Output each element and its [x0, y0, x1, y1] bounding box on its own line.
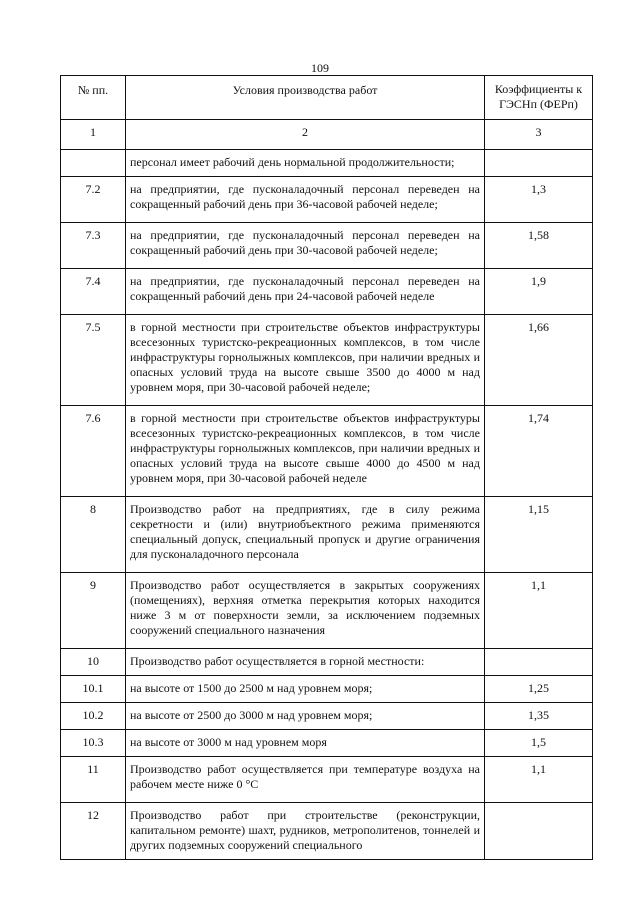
row-number: 10.2: [61, 703, 126, 730]
header-col-number: № пп.: [61, 76, 126, 120]
table-row: [61, 150, 593, 177]
row-coefficient: 1,1: [485, 573, 593, 649]
row-coefficient: 1,66: [485, 315, 593, 406]
table-row: [61, 730, 593, 757]
row-coefficient: 1,5: [485, 730, 593, 757]
row-number: 7.3: [61, 223, 126, 269]
row-condition-text: Производство работ осуществляется в горной местности:: [126, 649, 485, 676]
row-condition-text: персонал имеет рабочий день нормальной продолжительности;: [126, 150, 485, 177]
row-coefficient: [485, 649, 593, 676]
row-condition-text: на предприятии, где пусконаладочный персонал переведен на сокращенный рабочий день при 30-часовой рабочей неделе;: [126, 223, 485, 269]
row-coefficient: [485, 803, 593, 860]
row-condition-text: Производство работ осуществляется при температуре воздуха на рабочем месте ниже 0 °С: [126, 757, 485, 803]
table-row: [61, 497, 593, 573]
row-condition-text: на предприятии, где пусконаладочный персонал переведен на сокращенный рабочий день при 36-часовой рабочей неделе;: [126, 177, 485, 223]
row-condition-text: в горной местности при строительстве объектов инфраструктуры всесезонных туристско-рекреационных комплексов, в том числе инфраструктуры горнолыжных комплексов, при наличии вредных и опасных условий труда на высоте свыше 3500 до 4000 м над уровнем моря, при 30-часовой рабочей неделе;: [126, 315, 485, 406]
row-coefficient: 1,74: [485, 406, 593, 497]
row-condition-text: Производство работ на предприятиях, где в силу режима секретности и (или) внутриобъектного режима применяются специальный допуск, специальный пропуск и другие ограничения для пусконаладочного персонала: [126, 497, 485, 573]
table-row: [61, 676, 593, 703]
index-cell-2: 2: [126, 120, 485, 150]
header-col-conditions: Условия производства работ: [126, 76, 485, 120]
row-number: [61, 150, 126, 177]
row-number: 9: [61, 573, 126, 649]
row-number: 10.1: [61, 676, 126, 703]
row-coefficient: 1,9: [485, 269, 593, 315]
index-cell-3: 3: [485, 120, 593, 150]
table-row: [61, 803, 593, 860]
table-header-row: [61, 76, 593, 120]
table-row: [61, 315, 593, 406]
row-number: 7.2: [61, 177, 126, 223]
conditions-table: [60, 75, 593, 860]
table-row: [61, 757, 593, 803]
table-row: [61, 223, 593, 269]
row-coefficient: 1,25: [485, 676, 593, 703]
row-number: 12: [61, 803, 126, 860]
table-row: [61, 649, 593, 676]
row-number: 7.4: [61, 269, 126, 315]
row-coefficient: 1,58: [485, 223, 593, 269]
table-row: [61, 406, 593, 497]
row-condition-text: на высоте от 2500 до 3000 м над уровнем моря;: [126, 703, 485, 730]
header-col-coefficients: Коэффициенты к ГЭСНп (ФЕРп): [485, 76, 593, 120]
row-number: 7.5: [61, 315, 126, 406]
row-condition-text: в горной местности при строительстве объектов инфраструктуры всесезонных туристско-рекреационных комплексов, в том числе инфраструктуры горнолыжных комплексов, при наличии вредных и опасных условий труда на высоте свыше 4000 до 4500 м над уровнем моря, при 30-часовой рабочей неделе: [126, 406, 485, 497]
table-index-row: [61, 120, 593, 150]
table-row: [61, 269, 593, 315]
row-coefficient: 1,3: [485, 177, 593, 223]
row-condition-text: Производство работ осуществляется в закрытых сооружениях (помещениях), верхняя отметка перекрытия которых находится ниже 3 м от поверхности земли, за исключением подземных сооружений специального назначения: [126, 573, 485, 649]
index-cell-1: 1: [61, 120, 126, 150]
row-coefficient: 1,35: [485, 703, 593, 730]
row-number: 10.3: [61, 730, 126, 757]
table-row: [61, 573, 593, 649]
row-coefficient: 1,1: [485, 757, 593, 803]
row-number: 7.6: [61, 406, 126, 497]
row-condition-text: Производство работ при строительстве (реконструкции, капитальном ремонте) шахт, рудников, метрополитенов, тоннелей и других подземных сооружений специального: [126, 803, 485, 860]
row-coefficient: 1,15: [485, 497, 593, 573]
page-number: 109: [311, 61, 329, 75]
row-number: 10: [61, 649, 126, 676]
table-row: [61, 177, 593, 223]
row-coefficient: [485, 150, 593, 177]
table-row: [61, 703, 593, 730]
row-condition-text: на высоте от 1500 до 2500 м над уровнем моря;: [126, 676, 485, 703]
row-number: 11: [61, 757, 126, 803]
row-condition-text: на предприятии, где пусконаладочный персонал переведен на сокращенный рабочий день при 24-часовой рабочей неделе: [126, 269, 485, 315]
row-number: 8: [61, 497, 126, 573]
row-condition-text: на высоте от 3000 м над уровнем моря: [126, 730, 485, 757]
